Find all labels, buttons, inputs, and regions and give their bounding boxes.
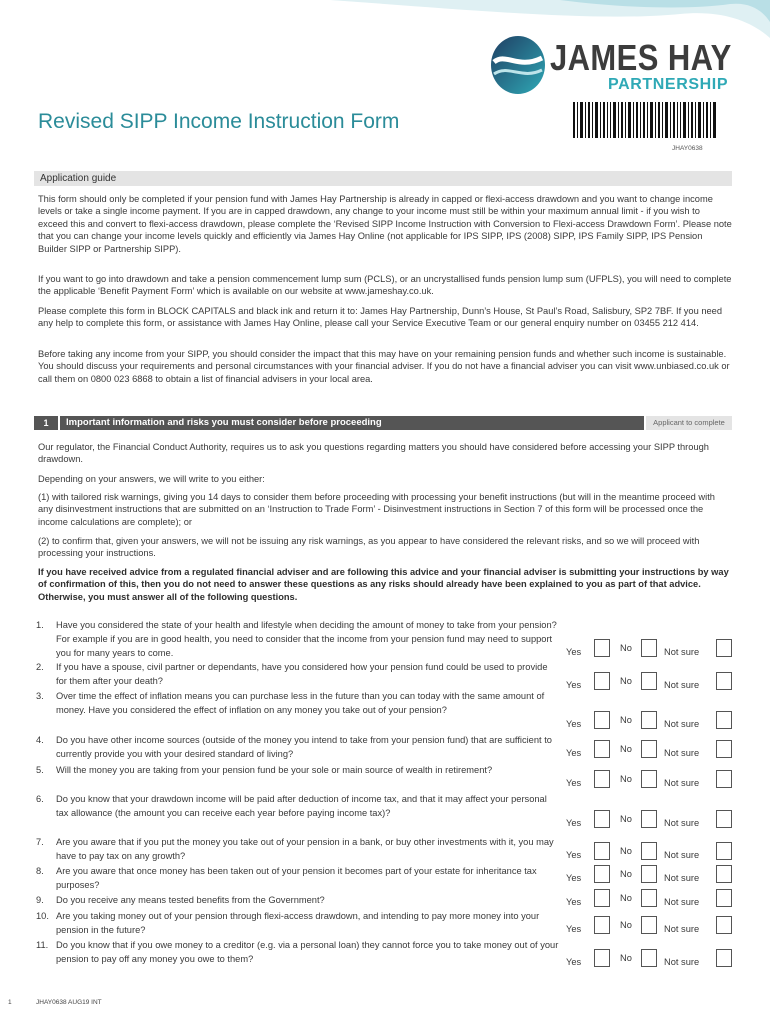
- question-number: 4.: [36, 735, 44, 745]
- answer-label-yes: Yes: [566, 924, 582, 934]
- checkbox-no[interactable]: [641, 949, 657, 967]
- answer-label-not-sure: Not sure: [664, 957, 700, 967]
- question-text: Do you have other income sources (outside of the money you intend to take from your pension fund) that are sufficient to currently provide you with your desired standard of living?: [56, 735, 552, 759]
- checkbox-no[interactable]: [641, 916, 657, 934]
- question-number: 2.: [36, 662, 44, 672]
- checkbox-not-sure[interactable]: [716, 865, 732, 883]
- checkbox-no[interactable]: [641, 770, 657, 788]
- question-number: 3.: [36, 691, 44, 701]
- section-1-header: [34, 416, 732, 430]
- section-intro-option-1: (1) with tailored risk warnings, giving you 14 days to consider them before proceeding with processing your benefit instructions (but will in the meantime proceed with any disinvestment instructions that are submitted on an ‘Instruction to Trade Form’ - Disinvestment instructions in Section 7 of this form will be processed once the income calculations are complete); or: [38, 492, 715, 527]
- answer-label-not-sure: Not sure: [664, 778, 700, 788]
- question-text: Over time the effect of inflation means you can purchase less in the future than you can today with the same amount of money. Have you considered the effect of inflation on any money you take out of your pension?: [56, 691, 545, 715]
- question-number: 8.: [36, 866, 44, 876]
- answer-label-no: No: [620, 774, 632, 784]
- question-text: Have you considered the state of your health and lifestyle when deciding the amount of money to take from your pension? For example if you are in good health, you need to consider that the income from your pension fund may need to support you for many years to come.: [56, 620, 557, 658]
- checkbox-yes[interactable]: [594, 711, 610, 729]
- checkbox-not-sure[interactable]: [716, 949, 732, 967]
- answer-label-no: No: [620, 893, 632, 903]
- checkbox-yes[interactable]: [594, 639, 610, 657]
- answer-label-not-sure: Not sure: [664, 818, 700, 828]
- form-code: JHAY0638: [672, 145, 703, 152]
- checkbox-yes[interactable]: [594, 672, 610, 690]
- answer-label-no: No: [620, 814, 632, 824]
- answer-label-yes: Yes: [566, 647, 582, 657]
- brand-subtitle: PARTNERSHIP: [608, 76, 729, 93]
- answer-label-not-sure: Not sure: [664, 924, 700, 934]
- answer-label-no: No: [620, 869, 632, 879]
- page-number: 1: [8, 999, 12, 1006]
- answer-label-no: No: [620, 643, 632, 653]
- checkbox-not-sure[interactable]: [716, 740, 732, 758]
- question-number: 5.: [36, 765, 44, 775]
- checkbox-no[interactable]: [641, 672, 657, 690]
- question-text: Are you aware that once money has been taken out of your pension it becomes part of your estate for inheritance tax purposes?: [56, 866, 537, 890]
- question-text: If you have a spouse, civil partner or dependants, have you considered how your pension fund could be used to provide for them after your death?: [56, 662, 548, 686]
- answer-label-no: No: [620, 846, 632, 856]
- checkbox-not-sure[interactable]: [716, 889, 732, 907]
- checkbox-yes[interactable]: [594, 889, 610, 907]
- footer-code: JHAY0638 AUG19 INT: [36, 999, 102, 1006]
- question-number: 11.: [36, 940, 49, 950]
- answer-label-yes: Yes: [566, 897, 582, 907]
- answer-label-not-sure: Not sure: [664, 850, 700, 860]
- question-text: Do you know that your drawdown income will be paid after deduction of income tax, and that it may affect your personal tax allowance (the amount you can receive each year before paying income tax)?: [56, 794, 547, 818]
- checkbox-not-sure[interactable]: [716, 842, 732, 860]
- james-hay-logo: [488, 34, 748, 100]
- checkbox-no[interactable]: [641, 889, 657, 907]
- answer-label-not-sure: Not sure: [664, 873, 700, 883]
- checkbox-no[interactable]: [641, 865, 657, 883]
- answer-label-no: No: [620, 953, 632, 963]
- question-text: Will the money you are taking from your pension fund be your sole or main source of wealth in retirement?: [56, 765, 493, 775]
- section-title: Important information and risks you must consider before proceeding: [60, 416, 644, 430]
- checkbox-yes[interactable]: [594, 740, 610, 758]
- checkbox-yes[interactable]: [594, 949, 610, 967]
- guide-paragraph: If you want to go into drawdown and take a pension commencement lump sum (PCLS), or an uncrystallised funds pension lump sum (UFPLS), you will need to complete the applicable ‘Benefit Payment Form’ which is available on our website at www.jameshay.co.uk.: [38, 274, 732, 297]
- checkbox-no[interactable]: [641, 639, 657, 657]
- guide-paragraph: Before taking any income from your SIPP, you should consider the impact that this may have on your remaining pension funds and whether such income is sustainable. You should discuss your requirements and personal circumstances with your financial adviser. If you do not have a financial adviser you can visit www.unbiased.co.uk or call them on 0800 023 6868 to obtain a list of financial advisers in your local area.: [38, 349, 730, 384]
- guide-paragraph: Please complete this form in BLOCK CAPITALS and black ink and return it to: James Hay Partnership, Dunn’s House, St Paul’s Road, Salisbury, SP2 7BF. If you need any help to complete this form, or assistance with James Hay Online, please call your Service Executive Team or our general enquiry number on 03455 212 414.: [38, 306, 723, 329]
- checkbox-no[interactable]: [641, 810, 657, 828]
- answer-label-yes: Yes: [566, 850, 582, 860]
- checkbox-no[interactable]: [641, 842, 657, 860]
- checkbox-yes[interactable]: [594, 810, 610, 828]
- answer-label-not-sure: Not sure: [664, 897, 700, 907]
- checkbox-not-sure[interactable]: [716, 672, 732, 690]
- logo-mark-icon: [488, 34, 548, 96]
- question-number: 9.: [36, 895, 44, 905]
- applicant-to-complete-label: Applicant to complete: [646, 416, 732, 430]
- checkbox-yes[interactable]: [594, 770, 610, 788]
- question-text: Are you taking money out of your pension through flexi-access drawdown, and intending to pay more money into your pension in the future?: [56, 911, 540, 935]
- checkbox-yes[interactable]: [594, 865, 610, 883]
- barcode: [573, 102, 717, 138]
- guide-heading: Application guide: [40, 173, 117, 184]
- checkbox-not-sure[interactable]: [716, 916, 732, 934]
- answer-label-yes: Yes: [566, 873, 582, 883]
- section-number: 1: [34, 416, 58, 430]
- question-text: Do you receive any means tested benefits from the Government?: [56, 895, 325, 905]
- checkbox-no[interactable]: [641, 740, 657, 758]
- checkbox-no[interactable]: [641, 711, 657, 729]
- section-intro-option-2: (2) to confirm that, given your answers, we will not be issuing any risk warnings, as you appear to have considered the relevant risks, and so we will proceed with processing your instructions.: [38, 536, 700, 559]
- answer-label-yes: Yes: [566, 748, 582, 758]
- answer-label-no: No: [620, 920, 632, 930]
- question-text: Are you aware that if you put the money you take out of your pension in a bank, or buy other investments with it, you may have to pay tax on any growth?: [56, 837, 554, 861]
- guide-heading-band: [34, 171, 732, 186]
- answer-label-yes: Yes: [566, 957, 582, 967]
- guide-paragraph: This form should only be completed if your pension fund with James Hay Partnership is already in capped or flexi-access drawdown and you want to change income levels or take a single income payment. If you are in capped drawdown, any change to your income must still be within your maximum annual limit - if you wish to exceed this and convert to flexi-access drawdown, please complete the ‘Revised SIPP Income Instruction with Conversion to Flexi-access Drawdown Form’. Please note that you can change your income levels quickly and efficiently via James Hay Online (not applicable for IPS SIPP, IPS (2008) SIPP, IPS Family SIPP, IPS Pension Builder SIPP or Partnership SIPP).: [38, 194, 732, 254]
- section-intro: Depending on your answers, we will write to you either:: [38, 474, 265, 484]
- answer-label-not-sure: Not sure: [664, 647, 700, 657]
- answer-label-no: No: [620, 744, 632, 754]
- question-number: 1.: [36, 620, 44, 630]
- question-text: Do you know that if you owe money to a creditor (e.g. via a personal loan) they cannot force you to take money out of your pension to pay off any money you owe to them?: [56, 940, 559, 964]
- section-intro: Our regulator, the Financial Conduct Authority, requires us to ask you questions regarding matters you should have considered before accessing your SIPP through drawdown.: [38, 442, 709, 465]
- answer-label-yes: Yes: [566, 680, 582, 690]
- answer-label-yes: Yes: [566, 818, 582, 828]
- question-number: 10.: [36, 911, 49, 921]
- adviser-note: If you have received advice from a regulated financial adviser and are following this advice and your financial adviser is submitting your instructions by way of confirmation of this, then you do not need to answer these questions as any risks should already have been explained to you as part of that advice. Otherwise, you must answer all of the following questions.: [38, 567, 729, 602]
- answer-label-not-sure: Not sure: [664, 680, 700, 690]
- answer-label-not-sure: Not sure: [664, 719, 700, 729]
- question-number: 7.: [36, 837, 44, 847]
- checkbox-yes[interactable]: [594, 842, 610, 860]
- answer-label-no: No: [620, 676, 632, 686]
- answer-label-not-sure: Not sure: [664, 748, 700, 758]
- checkbox-not-sure[interactable]: [716, 810, 732, 828]
- checkbox-yes[interactable]: [594, 916, 610, 934]
- checkbox-not-sure[interactable]: [716, 711, 732, 729]
- answer-label-no: No: [620, 715, 632, 725]
- brand-name: JAMES HAY: [550, 37, 732, 78]
- answer-label-yes: Yes: [566, 719, 582, 729]
- page-title: Revised SIPP Income Instruction Form: [38, 110, 400, 133]
- checkbox-not-sure[interactable]: [716, 639, 732, 657]
- question-number: 6.: [36, 794, 44, 804]
- answer-label-yes: Yes: [566, 778, 582, 788]
- checkbox-not-sure[interactable]: [716, 770, 732, 788]
